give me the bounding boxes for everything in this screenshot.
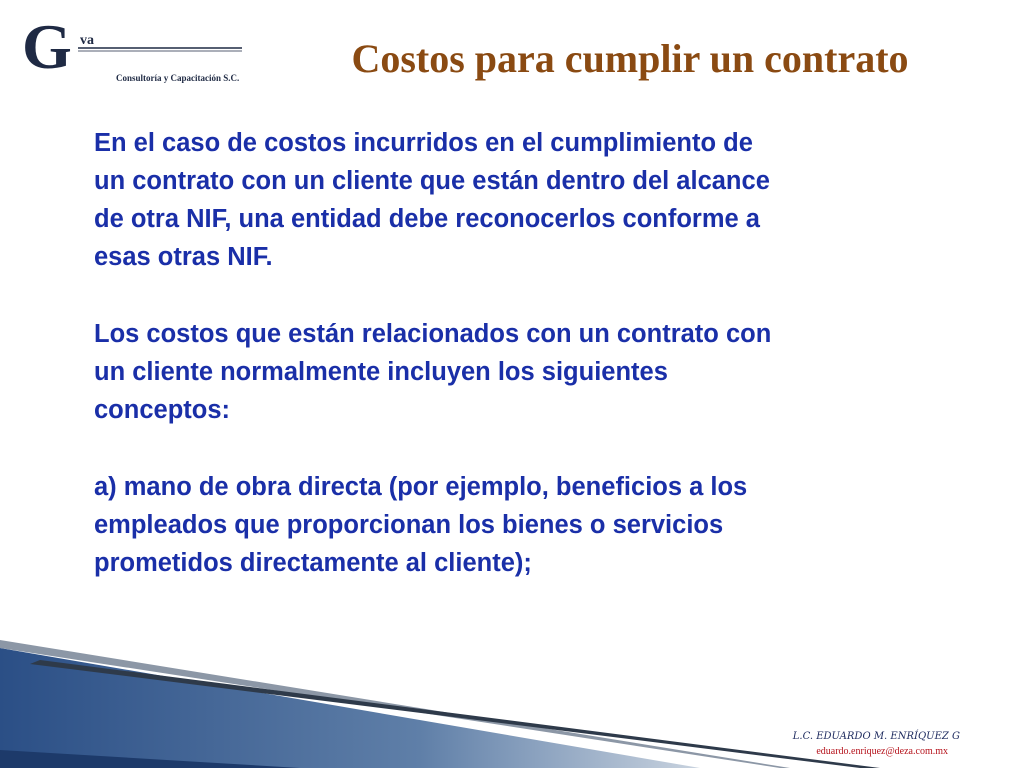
logo-company-name: Consultoría y Capacitación S.C. [116,73,240,83]
slide-body [94,124,944,621]
footer-author-name: L.C. EDUARDO M. ENRÍQUEZ G [792,731,960,742]
paragraph-3: a) mano de obra directa (por ejemplo, beneficios a los empleados que proporcionan los bienes o servicios prometidos directamente al cliente); [94,473,748,577]
footer-email: eduardo.enriquez@deza.com.mx [816,746,948,757]
paragraph-1: En el caso de costos incurridos en el cumplimiento de un contrato con un cliente que están dentro del alcance de otra NIF, una entidad debe reconocerlos conforme a esas otras NIF. [94,129,770,271]
logo-mark [22,10,252,80]
company-logo [22,10,252,83]
logo-va-letters: va [80,33,94,48]
paragraph-2: Los costos que están relacionados con un contrato con un cliente normalmente incluyen los siguientes conceptos: [94,320,772,424]
logo-g-letter: G [22,11,72,80]
slide-title: Costos para cumplir un contrato [351,36,909,81]
